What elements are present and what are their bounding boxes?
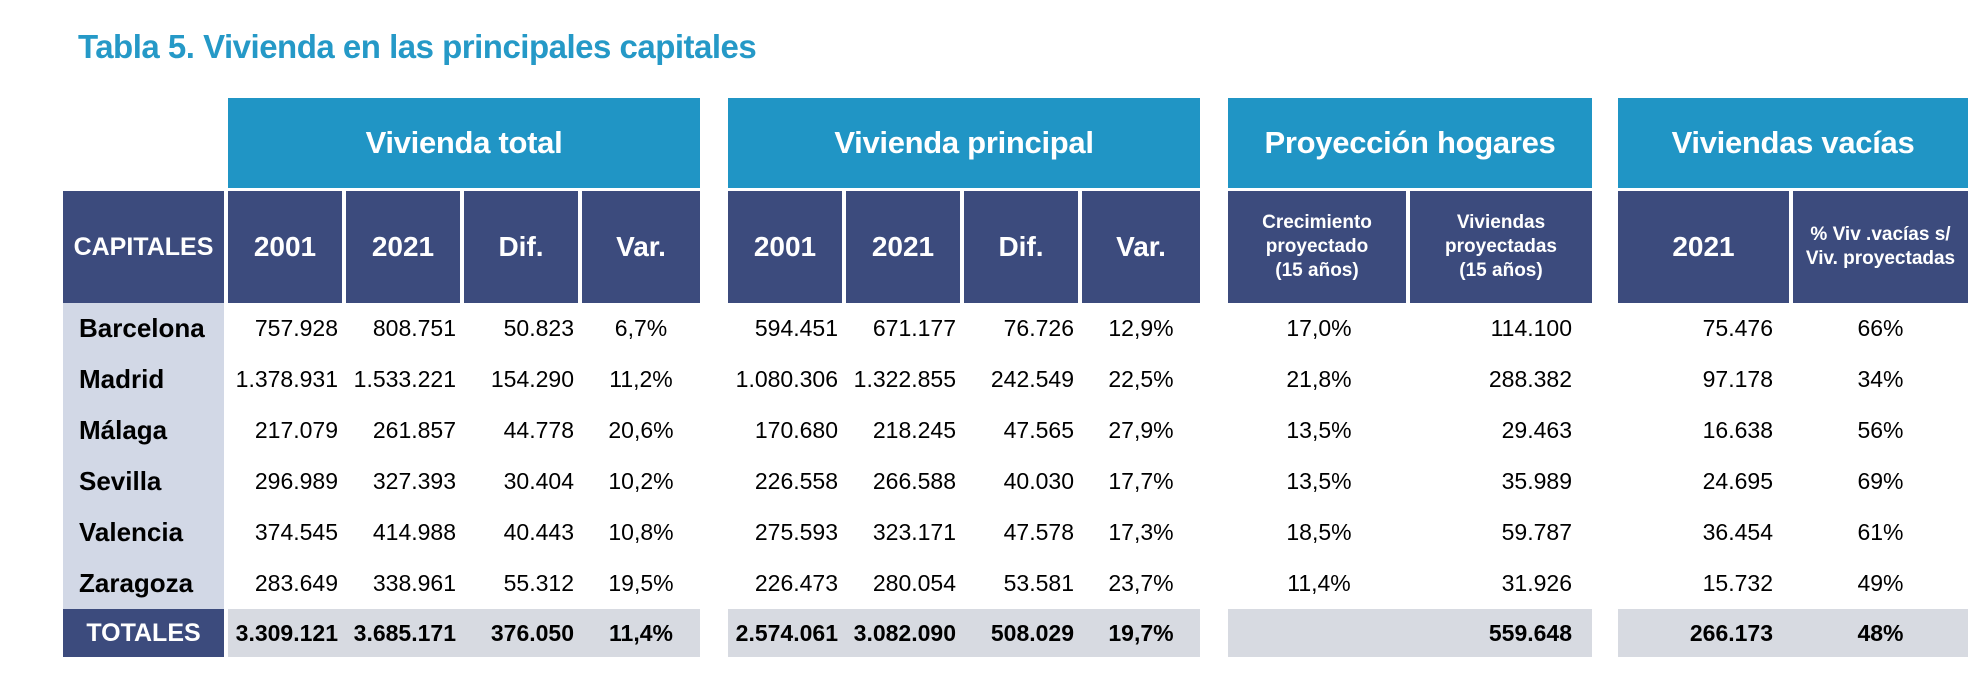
table-cell: 261.857 bbox=[372, 417, 456, 444]
table-cell: 59.787 bbox=[1501, 519, 1572, 546]
table-cell: 97.178 bbox=[1702, 366, 1773, 393]
table-cell: 18,5% bbox=[1286, 519, 1352, 546]
table-cell: 36.454 bbox=[1702, 519, 1773, 546]
row-label-malaga: Málaga bbox=[63, 405, 228, 456]
table-cell: 61% bbox=[1857, 519, 1904, 546]
table-cell: 24.695 bbox=[1702, 468, 1773, 495]
table-cell: 10,8% bbox=[608, 519, 674, 546]
table-cell: 20,6% bbox=[608, 417, 674, 444]
table-cell: 170.680 bbox=[754, 417, 838, 444]
table-cell: 671.177 bbox=[872, 315, 956, 342]
table-cell: 280.054 bbox=[872, 570, 956, 597]
totals-row-label: TOTALES bbox=[63, 609, 228, 657]
table-cell: 35.989 bbox=[1501, 468, 1572, 495]
table-cell: 808.751 bbox=[372, 315, 456, 342]
table-cell: 31.926 bbox=[1501, 570, 1572, 597]
table-cell: 323.171 bbox=[872, 519, 956, 546]
table-cell: 6,7% bbox=[614, 315, 668, 342]
table-cell: 53.581 bbox=[1003, 570, 1074, 597]
table-cell: 338.961 bbox=[372, 570, 456, 597]
col-header-vp-var: Var. bbox=[1082, 191, 1200, 303]
table-cell: 283.649 bbox=[254, 570, 338, 597]
col-header-vv-2021: 2021 bbox=[1618, 191, 1793, 303]
col-header-vt-dif: Dif. bbox=[464, 191, 582, 303]
totals-cell: 266.173 bbox=[1618, 609, 1793, 657]
col-header-vt-2021: 2021 bbox=[346, 191, 464, 303]
table-cell: 757.928 bbox=[254, 315, 338, 342]
row-label-madrid: Madrid bbox=[63, 354, 228, 405]
table-cell: 30.404 bbox=[503, 468, 574, 495]
group-header-vivienda-total: Vivienda total bbox=[228, 98, 700, 191]
totals-cell: 3.309.121 bbox=[228, 609, 346, 657]
totals-cell bbox=[1228, 609, 1410, 657]
table-cell: 16.638 bbox=[1702, 417, 1773, 444]
table-cell: 288.382 bbox=[1488, 366, 1572, 393]
table-cell: 13,5% bbox=[1286, 468, 1352, 495]
table-cell: 217.079 bbox=[254, 417, 338, 444]
totals-cell: 3.082.090 bbox=[846, 609, 964, 657]
table-cell: 114.100 bbox=[1490, 315, 1572, 342]
col-header-vt-var: Var. bbox=[582, 191, 700, 303]
housing-table bbox=[63, 98, 1968, 657]
table-cell: 19,5% bbox=[608, 570, 674, 597]
table-cell: 50.823 bbox=[503, 315, 574, 342]
table-cell: 374.545 bbox=[254, 519, 338, 546]
table-cell: 40.030 bbox=[1003, 468, 1074, 495]
table-cell: 296.989 bbox=[254, 468, 338, 495]
table-cell: 218.245 bbox=[872, 417, 956, 444]
totals-cell: 376.050 bbox=[464, 609, 582, 657]
table-cell: 29.463 bbox=[1501, 417, 1572, 444]
row-label-barcelona: Barcelona bbox=[63, 303, 228, 354]
totals-cell: 508.029 bbox=[964, 609, 1082, 657]
table-cell: 11,4% bbox=[1287, 570, 1351, 597]
row-label-zaragoza: Zaragoza bbox=[63, 558, 228, 609]
table-cell: 55.312 bbox=[503, 570, 574, 597]
table-cell: 44.778 bbox=[503, 417, 574, 444]
totals-cell: 11,4% bbox=[582, 609, 700, 657]
col-header-crecimiento-proyectado: Crecimiento proyectado (15 años) bbox=[1228, 191, 1410, 303]
table-cell: 13,5% bbox=[1286, 417, 1352, 444]
table-cell: 47.578 bbox=[1003, 519, 1074, 546]
table-cell: 17,7% bbox=[1108, 468, 1174, 495]
col-header-capitales: CAPITALES bbox=[63, 191, 228, 303]
table-cell: 23,7% bbox=[1108, 570, 1174, 597]
totals-cell: 2.574.061 bbox=[728, 609, 846, 657]
table-cell: 15.732 bbox=[1702, 570, 1773, 597]
col-header-vp-dif: Dif. bbox=[964, 191, 1082, 303]
table-cell: 12,9% bbox=[1108, 315, 1174, 342]
table-cell: 47.565 bbox=[1003, 417, 1074, 444]
col-header-vp-2001: 2001 bbox=[728, 191, 846, 303]
table-cell: 414.988 bbox=[372, 519, 456, 546]
group-header-viviendas-vacias: Viviendas vacías bbox=[1618, 98, 1968, 191]
group-header-vivienda-principal: Vivienda principal bbox=[728, 98, 1200, 191]
table-cell: 49% bbox=[1857, 570, 1904, 597]
table-cell: 34% bbox=[1857, 366, 1904, 393]
table-cell: 226.473 bbox=[754, 570, 838, 597]
totals-cell: 48% bbox=[1793, 609, 1968, 657]
row-label-valencia: Valencia bbox=[63, 507, 228, 558]
table-cell: 226.558 bbox=[754, 468, 838, 495]
table-cell: 66% bbox=[1857, 315, 1904, 342]
table-cell: 56% bbox=[1857, 417, 1904, 444]
col-header-vt-2001: 2001 bbox=[228, 191, 346, 303]
totals-cell: 559.648 bbox=[1410, 609, 1592, 657]
table-cell: 69% bbox=[1857, 468, 1904, 495]
totals-cell: 19,7% bbox=[1082, 609, 1200, 657]
table-cell: 154.290 bbox=[490, 366, 574, 393]
row-label-sevilla: Sevilla bbox=[63, 456, 228, 507]
table-cell: 242.549 bbox=[990, 366, 1074, 393]
table-cell: 10,2% bbox=[608, 468, 674, 495]
table-cell: 75.476 bbox=[1702, 315, 1773, 342]
table-cell: 1.378.931 bbox=[235, 366, 338, 393]
table-cell: 17,3% bbox=[1108, 519, 1174, 546]
table-cell: 21,8% bbox=[1286, 366, 1352, 393]
table-cell: 1.322.855 bbox=[853, 366, 956, 393]
table-cell: 275.593 bbox=[754, 519, 838, 546]
totals-cell: 3.685.171 bbox=[346, 609, 464, 657]
col-header-viviendas-proyectadas: Viviendas proyectadas (15 años) bbox=[1410, 191, 1592, 303]
table-cell: 27,9% bbox=[1108, 417, 1174, 444]
table-cell: 22,5% bbox=[1108, 366, 1174, 393]
table-cell: 266.588 bbox=[872, 468, 956, 495]
table-cell: 1.533.221 bbox=[353, 366, 456, 393]
col-header-pct-viv-vacias: % Viv .vacías s/ Viv. proyectadas bbox=[1793, 191, 1968, 303]
table-cell: 11,2% bbox=[609, 366, 673, 393]
table-cell: 1.080.306 bbox=[735, 366, 838, 393]
col-header-vp-2021: 2021 bbox=[846, 191, 964, 303]
table-cell: 327.393 bbox=[372, 468, 456, 495]
table-cell: 40.443 bbox=[503, 519, 574, 546]
table-title: Tabla 5. Vivienda en las principales capitales bbox=[78, 28, 757, 65]
table-cell: 76.726 bbox=[1003, 315, 1074, 342]
table-cell: 594.451 bbox=[754, 315, 838, 342]
table-cell: 17,0% bbox=[1286, 315, 1352, 342]
group-header-proyeccion-hogares: Proyección hogares bbox=[1228, 98, 1592, 191]
